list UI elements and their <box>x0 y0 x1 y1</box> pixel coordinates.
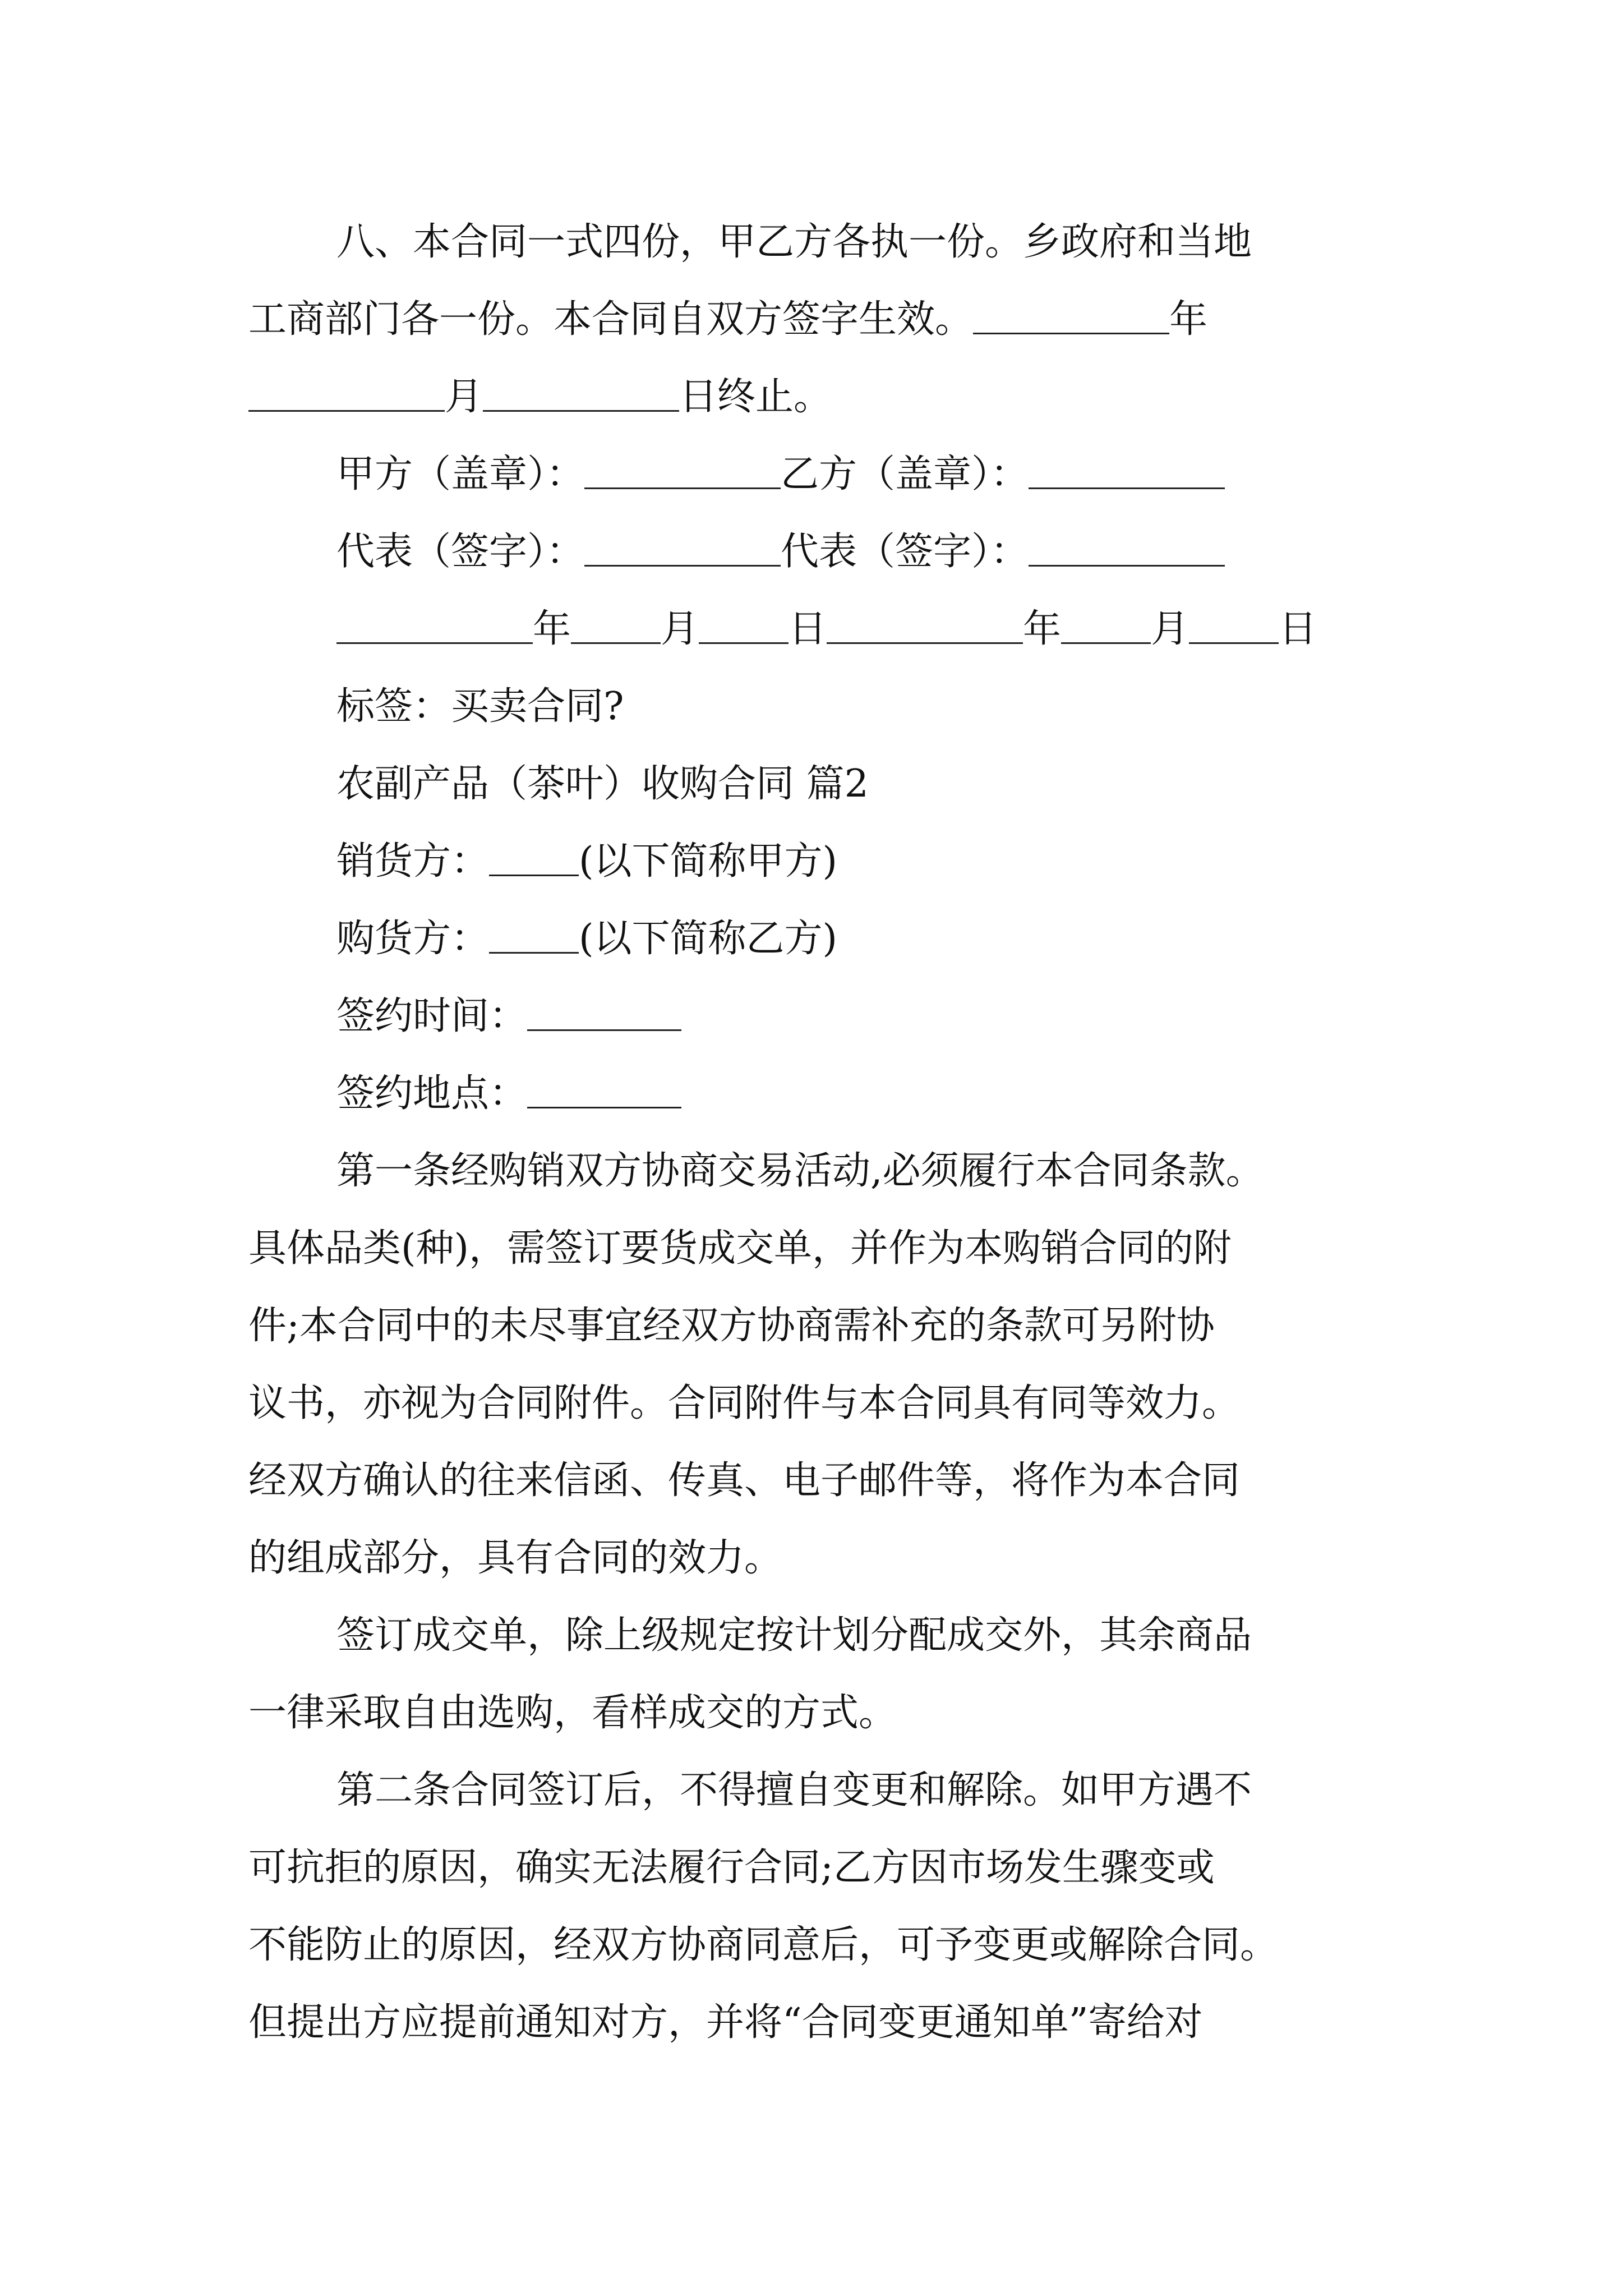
text: 月 <box>445 375 483 419</box>
seller-line <box>0 828 1623 895</box>
signature-rep-line <box>0 518 1623 586</box>
text: 工商部门各一份。本合同自双方签字生效。 <box>248 297 974 342</box>
party-a-rep-label: 代表（签字）： <box>336 530 585 574</box>
buyer-label: 购货方： <box>336 917 490 961</box>
blank-seller <box>489 840 579 876</box>
order-para-line-1 <box>0 1602 1623 1669</box>
party-a-seal-label: 甲方（盖章）： <box>336 452 585 496</box>
blank-year-value <box>248 375 445 412</box>
party-b-rep-label: 代表（签字）： <box>781 530 1029 574</box>
text: 年 <box>1023 607 1062 651</box>
signing-place-line <box>0 1060 1623 1128</box>
text: 月 <box>1151 607 1189 651</box>
article-1-line-5 <box>0 1447 1623 1515</box>
text: 但提出方应提前通知对方，并将“合同变更通知单”寄给对 <box>248 2000 1203 2045</box>
contract-heading <box>0 751 1623 818</box>
blank-month <box>483 375 679 412</box>
seller-note: (以下简称甲方) <box>579 839 838 884</box>
blank-signing-time <box>527 995 681 1031</box>
text: 件;本合同中的未尽事宜经双方协商需补充的条款可另附协 <box>248 1304 1215 1348</box>
article-1-line-6 <box>0 1525 1623 1592</box>
article-2-line-3 <box>0 1912 1623 1979</box>
text: 具体品类(种)，需签订要货成交单，并作为本购销合同的附 <box>248 1226 1232 1271</box>
text: 八、本合同一式四份，甲乙方各执一份。乡政府和当地 <box>336 220 1252 264</box>
party-b-seal-label: 乙方（盖章）： <box>781 452 1029 496</box>
blank-date-month-b <box>1061 608 1151 644</box>
blank-date-year-a <box>336 608 533 644</box>
blank-date-day-a <box>699 608 789 644</box>
text: 第一条经购销双方协商交易活动,必须履行本合同条款。 <box>336 1149 1264 1193</box>
signature-seal-line <box>0 441 1623 508</box>
text: 一律采取自由选购，看样成交的方式。 <box>248 1691 897 1735</box>
tags-line <box>0 673 1623 740</box>
blank-date-day-b <box>1189 608 1279 644</box>
signing-time-line <box>0 983 1623 1050</box>
para-article-8-line-2 <box>0 286 1623 353</box>
article-2-line-1 <box>0 1757 1623 1824</box>
buyer-note: (以下简称乙方) <box>579 917 838 961</box>
blank-party-a-seal <box>584 453 781 489</box>
text: 年 <box>533 607 571 651</box>
text: 第二条合同签订后，不得擅自变更和解除。如甲方遇不 <box>336 1768 1252 1812</box>
blank-signing-place <box>527 1072 681 1108</box>
signing-place-label: 签约地点： <box>336 1071 528 1116</box>
seller-label: 销货方： <box>336 839 490 884</box>
text: 日 <box>1279 607 1317 651</box>
article-1-line-4 <box>0 1370 1623 1437</box>
article-1-line-1 <box>0 1138 1623 1205</box>
para-article-8-line-3 <box>0 364 1623 431</box>
tags-text: 标签：买卖合同? <box>336 684 624 729</box>
blank-date-year-b <box>827 608 1023 644</box>
buyer-line <box>0 905 1623 973</box>
blank-year <box>973 298 1169 334</box>
article-2-line-4 <box>0 1989 1623 2056</box>
blank-party-b-seal <box>1029 453 1225 489</box>
blank-party-a-rep <box>584 530 781 567</box>
article-1-line-3 <box>0 1292 1623 1360</box>
blank-date-month-a <box>571 608 661 644</box>
text: 可抗拒的原因，确实无法履行合同;乙方因市场发生骤变或 <box>248 1846 1215 1890</box>
para-article-8-line-1 <box>0 209 1623 276</box>
text: 日 <box>789 607 827 651</box>
blank-buyer <box>489 917 579 954</box>
signing-time-label: 签约时间： <box>336 994 528 1038</box>
signature-date-line <box>0 596 1623 663</box>
blank-party-b-rep <box>1029 530 1225 567</box>
text: 的组成部分，具有合同的效力。 <box>248 1536 783 1580</box>
text: 经双方确认的往来信函、传真、电子邮件等，将作为本合同 <box>248 1458 1241 1503</box>
text: 议书，亦视为合同附件。合同附件与本合同具有同等效力。 <box>248 1381 1241 1425</box>
text: 不能防止的原因，经双方协商同意后，可予变更或解除合同。 <box>248 1923 1279 1967</box>
text: 年 <box>1169 297 1208 342</box>
text: 月 <box>661 607 699 651</box>
article-1-line-2 <box>0 1215 1623 1282</box>
text: 签订成交单，除上级规定按计划分配成交外，其余商品 <box>336 1613 1252 1658</box>
heading-text: 农副产品（茶叶）收购合同 篇2 <box>336 762 869 806</box>
order-para-line-2 <box>0 1680 1623 1747</box>
text: 日终止。 <box>679 375 832 419</box>
article-2-line-2 <box>0 1834 1623 1902</box>
